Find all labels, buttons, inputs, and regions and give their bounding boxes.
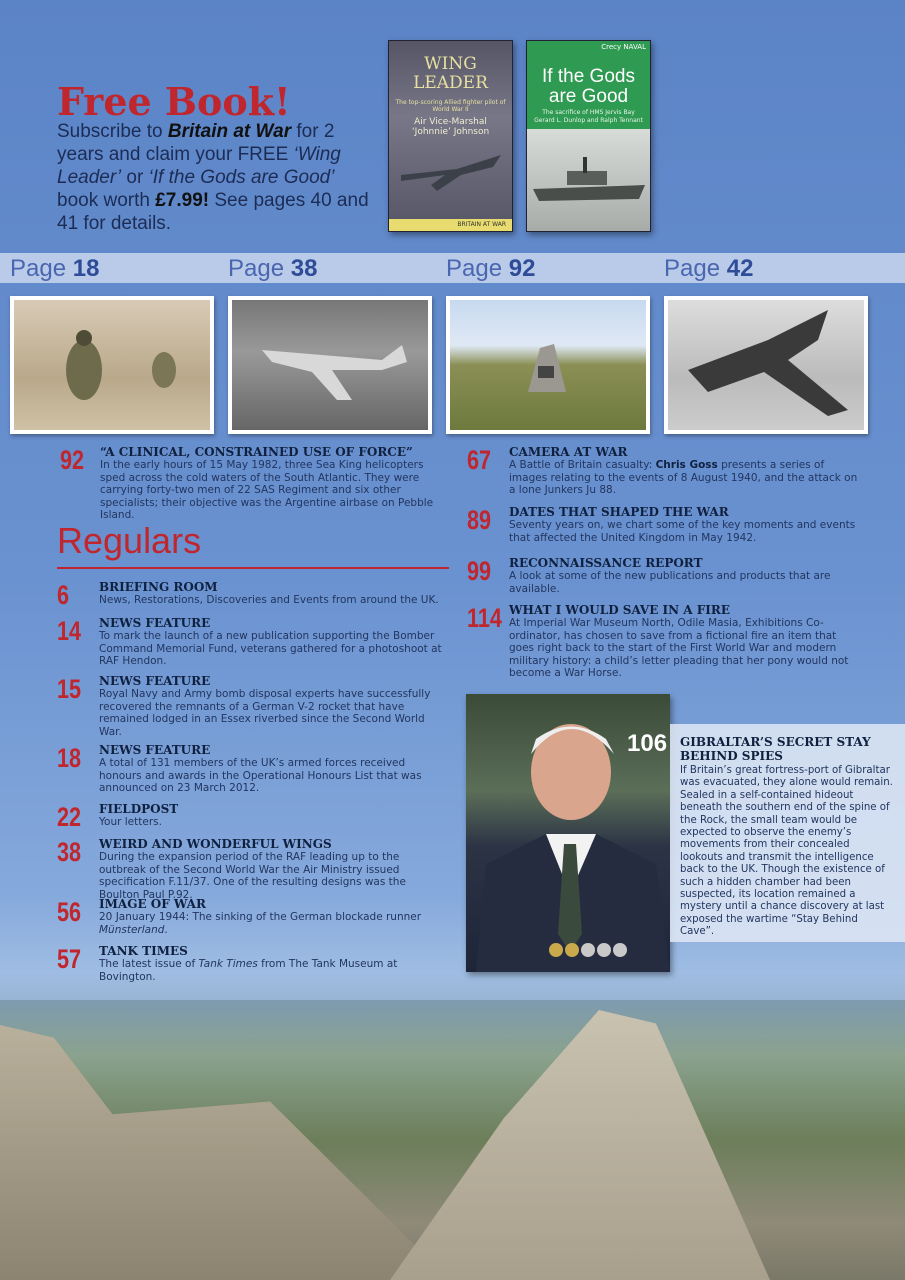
cover-title: WING LEADER: [413, 54, 488, 93]
spitfire-illustration: [397, 141, 505, 201]
regular-item[interactable]: [57, 743, 447, 795]
article-page-number: 99: [467, 556, 492, 586]
article-heading: CAMERA AT WAR: [509, 445, 628, 459]
cover-subtitle: The top-scoring Allied fighter pilot of World War II: [395, 99, 506, 113]
article-page-number: 14: [57, 616, 82, 646]
page-label-92[interactable]: Page 92: [446, 255, 536, 282]
regular-item[interactable]: [57, 674, 447, 738]
thumb-soldiers-photo[interactable]: [10, 296, 214, 434]
cover-title: If the Gods are Good: [542, 66, 635, 107]
article-page-number: 114: [467, 603, 502, 633]
feature-item[interactable]: [467, 505, 862, 544]
feature-body: If Britain’s great fortress-port of Gibraltar was evacuated, they alone would remain. Sealed in a self-contained hideout beneath the southern end of the spine of the Rock, the small team would be expected to observe the enemy’s movements from their concealed lookouts and transmit the intelligence back to the UK. Though the existence of such a hidden chamber had been suspected, its location remained a mystery until a chance discovery at last exposed the wartime “Stay Behind Cave”.: [680, 765, 893, 938]
article-page-number: 56: [57, 897, 82, 927]
aircraft-illustration: [232, 300, 428, 430]
thumb-memorial-photo[interactable]: [446, 296, 650, 434]
ship-illustration: [527, 129, 650, 229]
article-heading: RECONNAISSANCE REPORT: [509, 556, 703, 570]
article-heading: WHAT I WOULD SAVE IN A FIRE: [509, 603, 731, 617]
feature-item[interactable]: [467, 556, 862, 595]
article-heading: BRIEFING ROOM: [99, 580, 218, 594]
bomber-illustration: [668, 300, 864, 430]
article-heading: NEWS FEATURE: [99, 616, 211, 630]
article-body: To mark the launch of a new publication supporting the Bomber Command Memorial Fund, veterans gathered for a photoshoot at RAF Hendon.: [99, 630, 442, 667]
regular-item[interactable]: [57, 837, 449, 901]
article-body: 20 January 1944: The sinking of the German blockade runner Münsterland.: [99, 911, 422, 936]
feature-page-number: 106: [627, 730, 668, 757]
promo-title: Free Book!: [57, 79, 291, 124]
article-body: News, Restorations, Discoveries and Events from around the UK.: [99, 594, 439, 606]
article-body: A look at some of the new publications and products that are available.: [509, 570, 831, 595]
article-page-number: 89: [467, 505, 492, 535]
article-body: The latest issue of Tank Times from The Tank Museum at Bovington.: [99, 958, 398, 983]
article-body: In the early hours of 15 May 1982, three Sea King helicopters sped across the cold waters of the South Atlantic. They were carrying forty-two men of 22 SAS Regiment and six other specialists; their objective was the Argentine airbase on Pebble Island.: [100, 459, 434, 521]
page-label-42[interactable]: Page 42: [664, 255, 754, 282]
article-page-number: 6: [57, 580, 70, 610]
cover-footer: BRITAIN AT WAR: [389, 219, 512, 231]
article-body: Your letters.: [99, 816, 162, 828]
thumb-aircraft-photo[interactable]: [228, 296, 432, 434]
article-body: A Battle of Britain casualty: Chris Goss presents a series of images relating to the events of 8 August 1940, and the attack on a lone Junkers Ju 88.: [509, 459, 858, 496]
soldier-illustration: [14, 300, 210, 430]
cover-series: Crecy NAVAL: [601, 43, 646, 51]
article-page-number: 18: [57, 743, 82, 773]
book-cover-wing-leader[interactable]: [388, 40, 513, 232]
feature-heading[interactable]: GIBRALTAR’S SECRET STAY BEHIND SPIES: [680, 735, 871, 763]
article-page-number: 67: [467, 445, 492, 475]
article-heading: “A CLINICAL, CONSTRAINED USE OF FORCE”: [100, 445, 413, 459]
regular-item[interactable]: [57, 616, 447, 668]
regulars-rule: [57, 567, 449, 569]
lead-article[interactable]: [60, 445, 450, 522]
page-label-38[interactable]: Page 38: [228, 255, 318, 282]
promo-text: Subscribe to Britain at War for 2 years and claim your FREE ‘Wing Leader’ or ‘If the Gods are Good’ book worth £7.99! See pages 40 and 41 for details.: [57, 121, 369, 234]
article-body: At Imperial War Museum North, Odile Masia, Exhibitions Co-ordinator, has chosen to save from a fictional fire an item that goes right back to the start of the First World War and modern military history: a child’s letter pleading that her pony would not become a War Horse.: [509, 617, 849, 679]
cairn-illustration: [450, 300, 646, 430]
article-heading: NEWS FEATURE: [99, 743, 211, 757]
article-body: During the expansion period of the RAF leading up to the outbreak of the Second World War the Air Ministry issued specification F.11/37. One of the resulting designs was the Boulton Paul P.92.: [99, 851, 406, 901]
regular-item[interactable]: [57, 580, 447, 610]
cover-subtitle: The sacrifice of HMS Jervis Bay Gerard L. Dunlop and Ralph Tennant: [534, 109, 643, 124]
article-page-number: 22: [57, 802, 82, 832]
article-heading: NEWS FEATURE: [99, 674, 211, 688]
article-page-number: 15: [57, 674, 82, 704]
page-label-18[interactable]: Page 18: [10, 255, 100, 282]
regulars-heading: Regulars: [57, 520, 202, 561]
article-body: Seventy years on, we chart some of the key moments and events that affected the United Kingdom in May 1942.: [509, 519, 856, 544]
article-page-number: 38: [57, 837, 82, 867]
article-body: A total of 131 members of the UK’s armed forces received honours and awards in the Operational Honours List that was announced on 23 March 2012.: [99, 757, 422, 794]
regular-item[interactable]: [57, 802, 447, 832]
feature-item[interactable]: [467, 445, 862, 497]
article-heading: TANK TIMES: [99, 944, 188, 958]
cover-author: Air Vice-Marshal ‘Johnnie’ Johnson: [411, 117, 490, 137]
article-heading: IMAGE OF WAR: [99, 897, 206, 911]
article-heading: WEIRD AND WONDERFUL WINGS: [99, 837, 332, 851]
regular-item[interactable]: [57, 944, 449, 983]
feature-item[interactable]: [467, 603, 862, 680]
article-page-number: 92: [60, 445, 85, 475]
regular-item[interactable]: [57, 897, 447, 936]
article-heading: DATES THAT SHAPED THE WAR: [509, 505, 729, 519]
thumb-bomber-photo[interactable]: [664, 296, 868, 434]
ship-photo: [527, 129, 650, 231]
article-body: Royal Navy and Army bomb disposal experts have successfully recovered the remnants of a German V-2 rocket that have remained lodged in an Essex riverbed since the Second World War.: [99, 688, 431, 738]
article-heading: FIELDPOST: [99, 802, 179, 816]
book-cover-if-the-gods[interactable]: [526, 40, 651, 232]
article-page-number: 57: [57, 944, 82, 974]
